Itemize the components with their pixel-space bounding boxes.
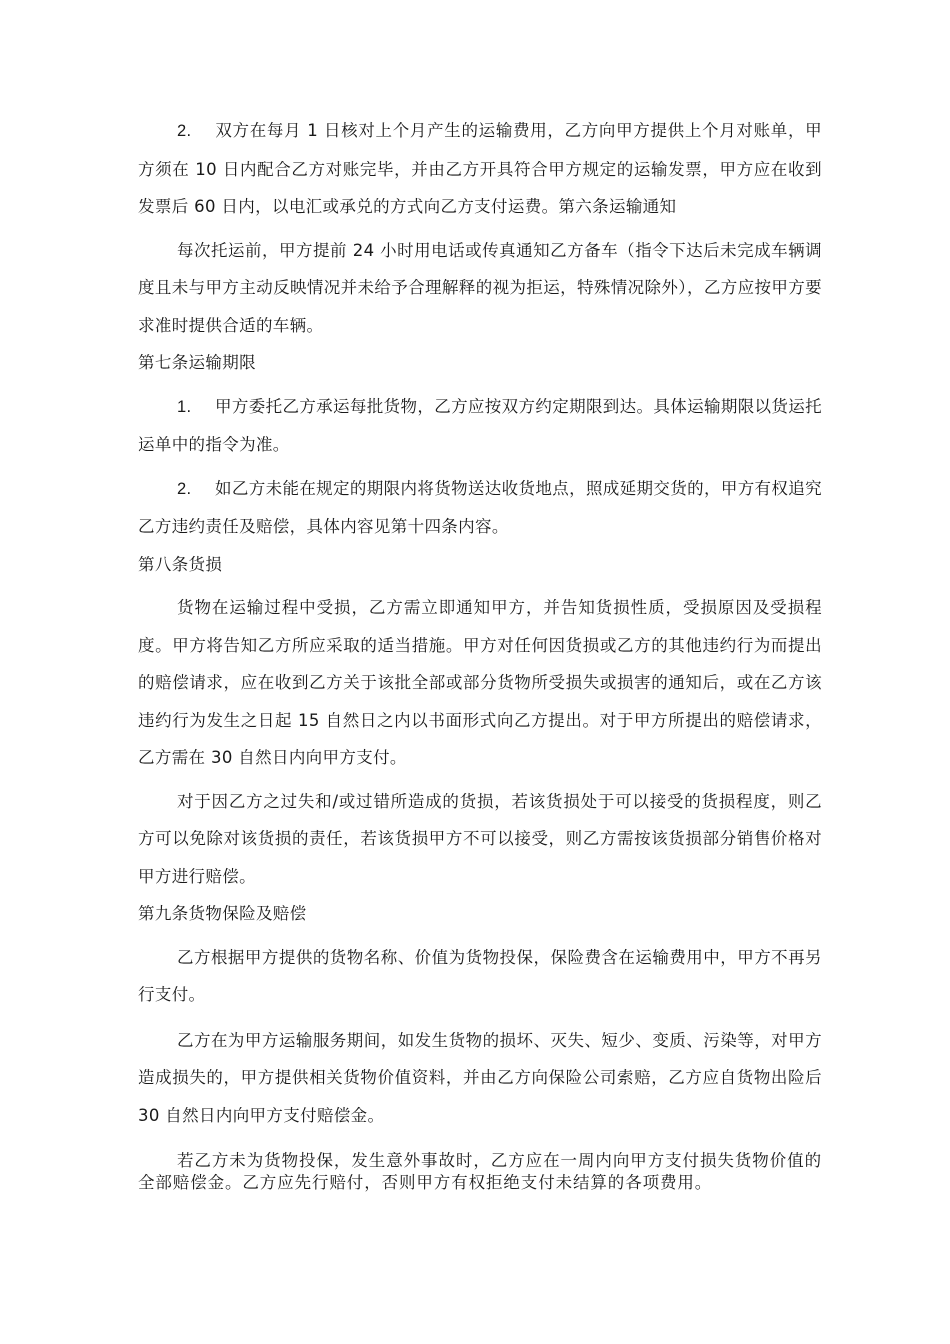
insurance-paragraph: 乙方根据甲方提供的货物名称、价值为货物投保，保险费含在运输费用中，甲方不再另行支付。 [138, 947, 822, 1004]
uninsured-compensation-paragraph: 若乙方未为货物投保，发生意外事故时，乙方应在一周内向甲方支付损失货物价值的全部赔偿金。乙方应先行赔付，否则甲方有权拒绝支付未结算的各项费用。 [138, 1151, 822, 1192]
transport-notice-paragraph: 每次托运前，甲方提前 24 小时用电话或传真通知乙方备车（指令下达后未完成车辆调度且未与甲方主动反映情况并未给予合理解释的视为拒运，特殊情况除外），乙方应按甲方要求准时提供合适的车辆。 [138, 240, 822, 335]
document-page [138, 112, 822, 1194]
item-number: 1. [177, 397, 192, 416]
cargo-damage-fault-paragraph: 对于因乙方之过失和/或过错所造成的货损，若该货损处于可以接受的货损程度，则乙方可以免除对该货损的责任，若该货损甲方不可以接受，则乙方需按该货损部分销售价格对甲方进行赔偿。 [138, 791, 822, 886]
paragraph-text: 如乙方未能在规定的期限内将货物送达收货地点，照成延期交货的，甲方有权追究乙方违约责任及赔偿，具体内容见第十四条内容。 [138, 478, 822, 536]
paragraph-text: 双方在每月 1 日核对上个月产生的运输费用，乙方向甲方提供上个月对账单，甲方须在 10 日内配合乙方对账完毕，并由乙方开具符合甲方规定的运输发票，甲方应在收到发票后 60 日内，以电汇或承兑的方式向乙方支付运费。第六条运输通知 [138, 121, 822, 216]
paragraph-text: 甲方委托乙方承运每批货物，乙方应按双方约定期限到达。具体运输期限以货运托运单中的指令为准。 [138, 396, 822, 454]
section-heading-7: 第七条运输期限 [138, 353, 256, 372]
item-number: 2. [177, 122, 192, 140]
clause-7-item-2 [138, 470, 822, 546]
section-heading-8: 第八条货损 [138, 554, 223, 574]
cargo-damage-paragraph: 货物在运输过程中受损，乙方需立即通知甲方，并告知货损性质，受损原因及受损程度。甲方将告知乙方所应采取的适当措施。甲方对任何因货损或乙方的其他违约行为而提出的赔偿请求，应在收到乙方关于该批全部或部分货物所受损失或损害的通知后，或在乙方该违约行为发生之日起 15 自然日之内以书面形式向乙方提出。对于甲方所提出的赔偿请求，乙方需在 30 自然日内向甲方支付。 [138, 598, 822, 767]
insurance-claim-paragraph: 乙方在为甲方运输服务期间，如发生货物的损坏、灭失、短少、变质、污染等，对甲方造成损失的，甲方提供相关货物价值资料，并由乙方向保险公司索赔，乙方应自货物出险后 30 自然日内向甲方支付赔偿金。 [138, 1030, 822, 1125]
section-heading-9: 第九条货物保险及赔偿 [138, 904, 307, 923]
item-number: 2. [177, 479, 192, 498]
clause-7-item-1 [138, 388, 822, 464]
clause-6-item-2 [138, 112, 822, 226]
